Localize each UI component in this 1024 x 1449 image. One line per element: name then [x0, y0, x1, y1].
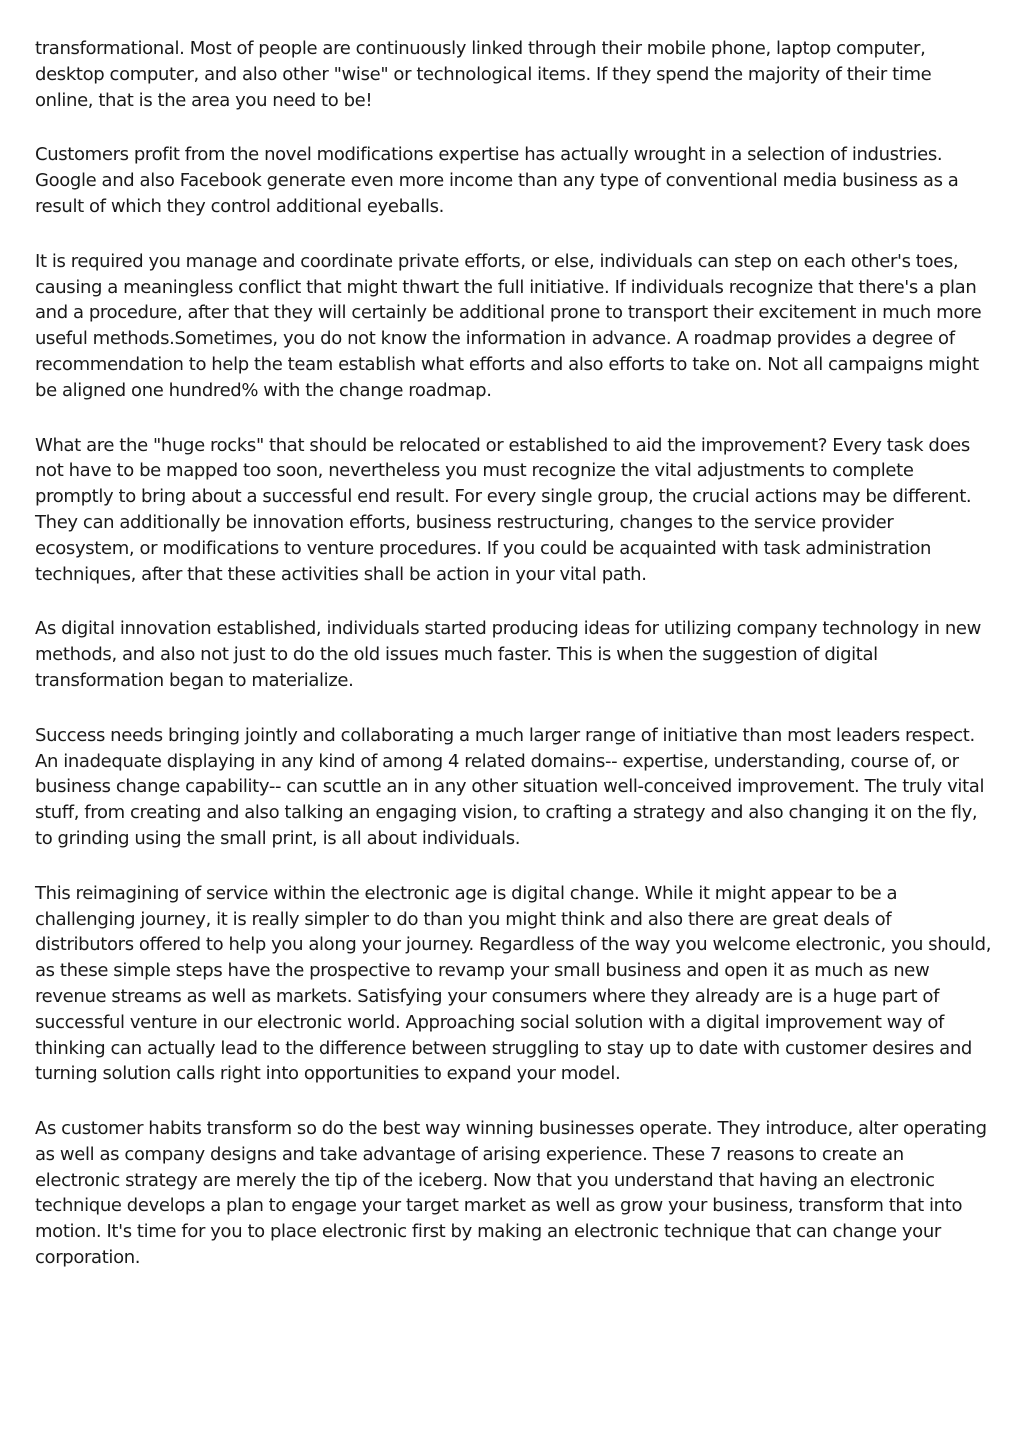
- paragraph-2: Customers profit from the novel modifications expertise has actually wrought in a selection of industries. Google and also Facebook generate even more income than any type of conventional media business as a result of which they control additional eyeballs.: [35, 144, 959, 217]
- paragraph-7: This reimagining of service within the electronic age is digital change. While it might appear to be a challenging journey, it is really simpler to do than you might think and also there are great deals of distributors offered to help you along your journey. Regardless of the way you welcome electronic, you should, as these simple steps have the prospective to revamp your small business and open it as much as new revenue streams as well as markets. Satisfying your consumers where they already are is a huge part of successful venture in our electronic world. Approaching social solution with a digital improvement way of thinking can actually lead to the difference between struggling to stay up to date with customer desires and turning solution calls right into opportunities to expand your model.: [35, 882, 992, 1085]
- paragraph-4: What are the "huge rocks" that should be relocated or established to aid the improvement? Every task does not have to be mapped too soon, nevertheless you must recognize the vital adjustments to complete promptly to bring about a successful end result. For every single group, the crucial actions may be different. They can additionally be innovation efforts, business restructuring, changes to the service provider ecosystem, or modifications to venture procedures. If you could be acquainted with task administration techniques, after that these activities shall be action in your vital path.: [35, 434, 972, 585]
- paragraph-8: As customer habits transform so do the best way winning businesses operate. They introduce, alter operating as well as company designs and take advantage of arising experience. These 7 reasons to create an electronic strategy are merely the tip of the iceberg. Now that you understand that having an electronic technique develops a plan to engage your target market as well as grow your business, transform that into motion. It's time for you to place electronic first by making an electronic technique that can change your corporation.: [35, 1118, 987, 1269]
- document-body: [35, 36, 993, 1300]
- paragraph-6: Success needs bringing jointly and collaborating a much larger range of initiative than most leaders respect. An inadequate displaying in any kind of among 4 related domains-- expertise, understanding, course of, or business change capability-- can scuttle an in any other situation well-conceived improvement. The truly vital stuff, from creating and also talking an engaging vision, to crafting a strategy and also changing it on the fly, to grinding using the small print, is all about individuals.: [35, 724, 985, 849]
- paragraph-5: As digital innovation established, individuals started producing ideas for utilizing company technology in new methods, and also not just to do the old issues much faster. This is when the suggestion of digital transformation began to materialize.: [35, 618, 981, 691]
- paragraph-3: It is required you manage and coordinate private efforts, or else, individuals can step on each other's toes, causing a meaningless conflict that might thwart the full initiative. If individuals recognize that there's a plan and a procedure, after that they will certainly be additional prone to transport their excitement in much more useful methods.Sometimes, you do not know the information in advance. A roadmap provides a degree of recommendation to help the team establish what efforts and also efforts to take on. Not all campaigns might be aligned one hundred% with the change roadmap.: [35, 250, 982, 401]
- paragraph-1: transformational. Most of people are continuously linked through their mobile phone, laptop computer, desktop computer, and also other "wise" or technological items. If they spend the majority of their time online, that is the area you need to be!: [35, 38, 932, 111]
